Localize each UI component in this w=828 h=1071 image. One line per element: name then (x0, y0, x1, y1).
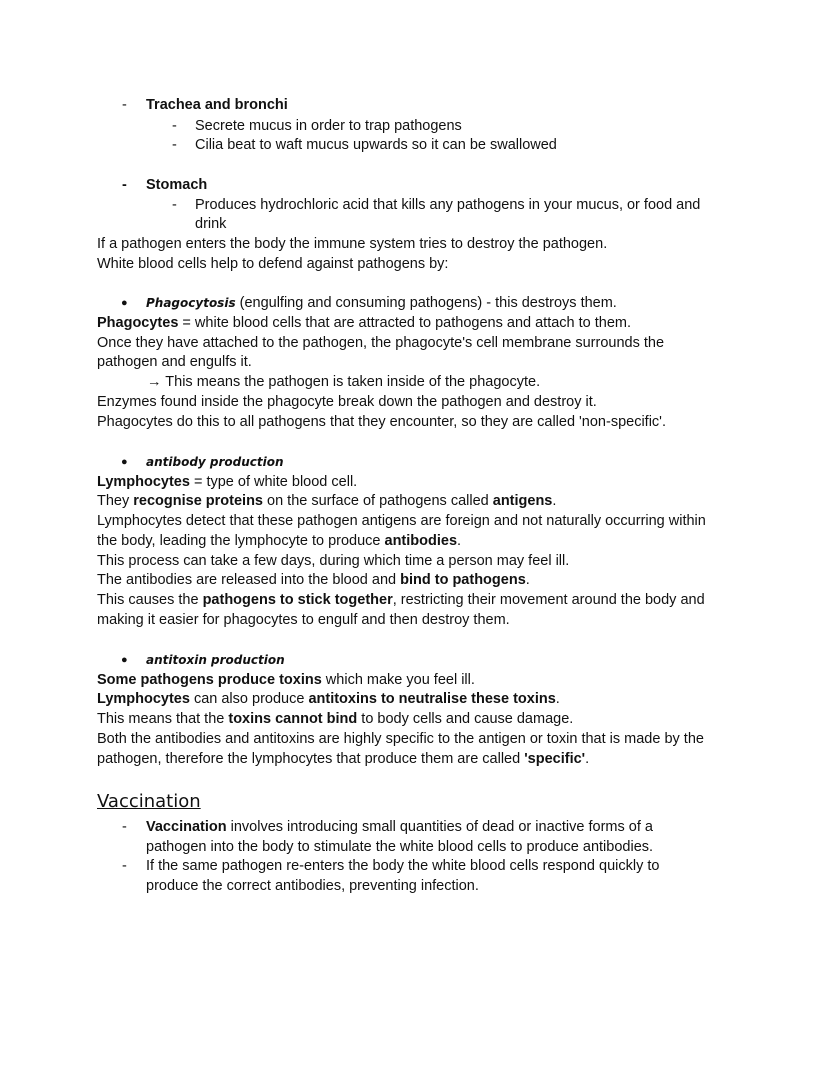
emphasis: Some pathogens produce toxins (97, 672, 322, 688)
list-item: Cilia beat to waft mucus upwards so it can be swallowed (195, 137, 557, 153)
paragraph-line: If a pathogen enters the body the immune system tries to destroy the pathogen. (97, 236, 608, 252)
bullet-antitoxin: antitoxin production (146, 653, 285, 667)
text: to body cells and cause damage. (357, 711, 574, 727)
emphasis: antigens (492, 493, 553, 509)
paragraph-line (97, 492, 556, 510)
dash-marker: - (122, 858, 127, 874)
list-item-continued: pathogen into the body to stimulate the white blood cells to produce antibodies. (146, 839, 654, 855)
paragraph-line (97, 710, 573, 728)
text: , restricting their movement around the body and (392, 592, 705, 608)
dash-marker: - (122, 177, 127, 193)
text: . (585, 751, 590, 767)
paragraph-line: Enzymes found inside the phagocyte break down the pathogen and destroy it. (97, 394, 597, 410)
bullet-title: Phagocytosis (146, 296, 236, 310)
paragraph-line (97, 750, 589, 768)
paragraph-line (97, 314, 631, 332)
text: which make you feel ill. (321, 672, 475, 688)
paragraph-line (97, 532, 461, 550)
paragraph-line: Once they have attached to the pathogen, the phagocyte's cell membrane surrounds the (97, 335, 665, 351)
list-heading-stomach: Stomach (146, 177, 208, 193)
dash-marker: - (122, 819, 127, 835)
text: (engulfing and consuming pathogens) - this destroys them. (235, 295, 617, 311)
text: the body, leading the lymphocyte to produce (97, 533, 385, 549)
emphasis: bind to pathogens (400, 572, 526, 588)
text: . (457, 533, 462, 549)
dash-marker: - (172, 197, 177, 213)
paragraph-line (97, 473, 357, 491)
bullet-phagocytosis (146, 294, 617, 312)
paragraph-line (97, 591, 705, 609)
bullet-icon: ● (121, 456, 128, 468)
list-item: If the same pathogen re-enters the body the white blood cells respond quickly to (146, 858, 660, 874)
text: = white blood cells that are attracted to pathogens and attach to them. (178, 315, 632, 331)
list-item: Secrete mucus in order to trap pathogens (195, 118, 462, 134)
arrow-line: → This means the pathogen is taken inside of the phagocyte. (147, 374, 541, 390)
paragraph-line: making it easier for phagocytes to engulf and then destroy them. (97, 612, 510, 628)
text: pathogen, therefore the lymphocytes that produce them are called (97, 751, 525, 767)
paragraph-line (97, 690, 560, 708)
text: . (555, 691, 560, 707)
list-item: drink (195, 216, 227, 232)
dash-marker: - (172, 118, 177, 134)
text: . (552, 493, 557, 509)
text: They (97, 493, 134, 509)
dash-marker: - (172, 137, 177, 153)
emphasis: antitoxins to neutralise these toxins (308, 691, 556, 707)
paragraph-line: pathogen and engulfs it. (97, 354, 252, 370)
paragraph-line: Phagocytes do this to all pathogens that they encounter, so they are called 'non-specific'. (97, 414, 666, 430)
term: Lymphocytes (97, 691, 190, 707)
section-heading-vaccination: Vaccination (97, 791, 201, 812)
term: Phagocytes (97, 315, 179, 331)
bullet-icon: ● (121, 297, 128, 309)
bullet-icon: ● (121, 654, 128, 666)
paragraph-line: White blood cells help to defend against pathogens by: (97, 256, 449, 272)
list-item: Produces hydrochloric acid that kills any pathogens in your mucus, or food and (195, 197, 701, 213)
text: The antibodies are released into the blood and (97, 572, 401, 588)
text: involves introducing small quantities of dead or inactive forms of a (226, 819, 653, 835)
emphasis: antibodies (384, 533, 458, 549)
text: = type of white blood cell. (189, 474, 358, 490)
text: This causes the (97, 592, 203, 608)
text: can also produce (189, 691, 309, 707)
emphasis: toxins cannot bind (228, 711, 358, 727)
bullet-antibody: antibody production (146, 455, 284, 469)
paragraph-line: Lymphocytes detect that these pathogen antigens are foreign and not naturally occurring within (97, 513, 706, 529)
emphasis: recognise proteins (133, 493, 263, 509)
text: . (525, 572, 530, 588)
list-item (146, 818, 653, 836)
dash-marker: - (122, 97, 127, 113)
list-heading-trachea: Trachea and bronchi (146, 97, 288, 113)
term: Vaccination (146, 819, 227, 835)
paragraph-line: Both the antibodies and antitoxins are highly specific to the antigen or toxin that is made by the (97, 731, 704, 747)
paragraph-line: This process can take a few days, during which time a person may feel ill. (97, 553, 570, 569)
paragraph-line (97, 671, 475, 689)
text: This means that the (97, 711, 229, 727)
list-item-continued: produce the correct antibodies, preventing infection. (146, 878, 479, 894)
emphasis: 'specific' (524, 751, 586, 767)
paragraph-line (97, 571, 530, 589)
emphasis: pathogens to stick together (202, 592, 393, 608)
term: Lymphocytes (97, 474, 190, 490)
text: on the surface of pathogens called (263, 493, 493, 509)
